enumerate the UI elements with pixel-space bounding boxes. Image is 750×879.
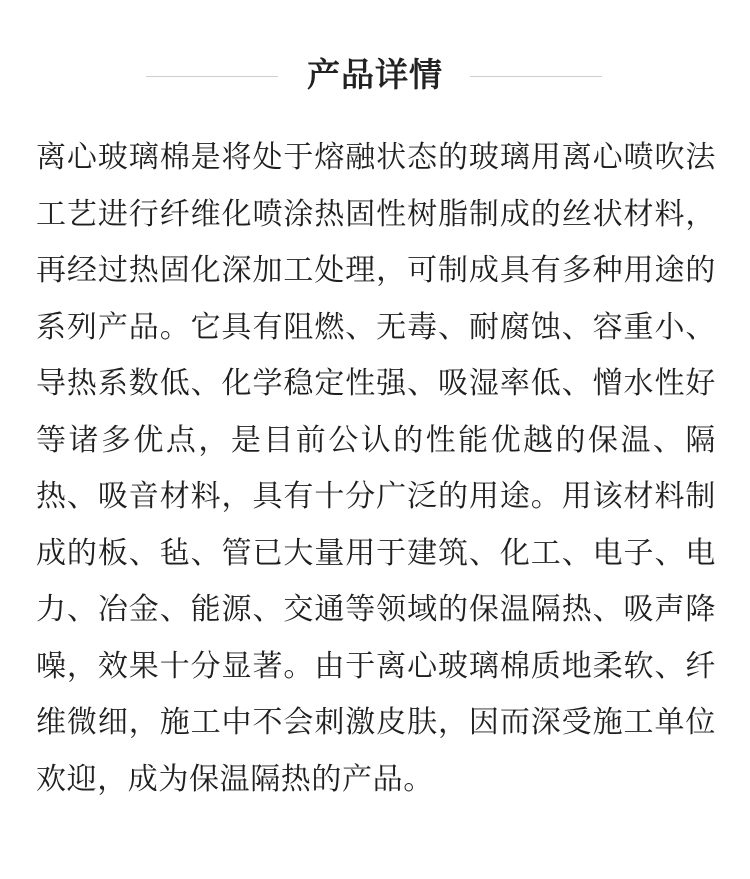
header-divider-right bbox=[470, 76, 602, 77]
page-title: 产品详情 bbox=[307, 55, 443, 94]
header-divider-left bbox=[146, 76, 278, 77]
section-header bbox=[0, 50, 750, 100]
product-description: 离心玻璃棉是将处于熔融状态的玻璃用离心喷吹法工艺进行纤维化喷涂热固性树脂制成的丝状材料，再经过热固化深加工处理，可制成具有多种用途的系列产品。它具有阻燃、无毒、耐腐蚀、容重小、导热系数低、化学稳定性强、吸湿率低、憎水性好等诸多优点，是目前公认的性能优越的保温、隔热、吸音材料，具有十分广泛的用途。用该材料制成的板、毡、管已大量用于建筑、化工、电子、电力、冶金、能源、交通等领域的保温隔热、吸声降噪，效果十分显著。由于离心玻璃棉质地柔软、纤维微细，施工中不会刺激皮肤，因而深受施工单位欢迎，成为保温隔热的产品。 bbox=[36, 140, 716, 797]
